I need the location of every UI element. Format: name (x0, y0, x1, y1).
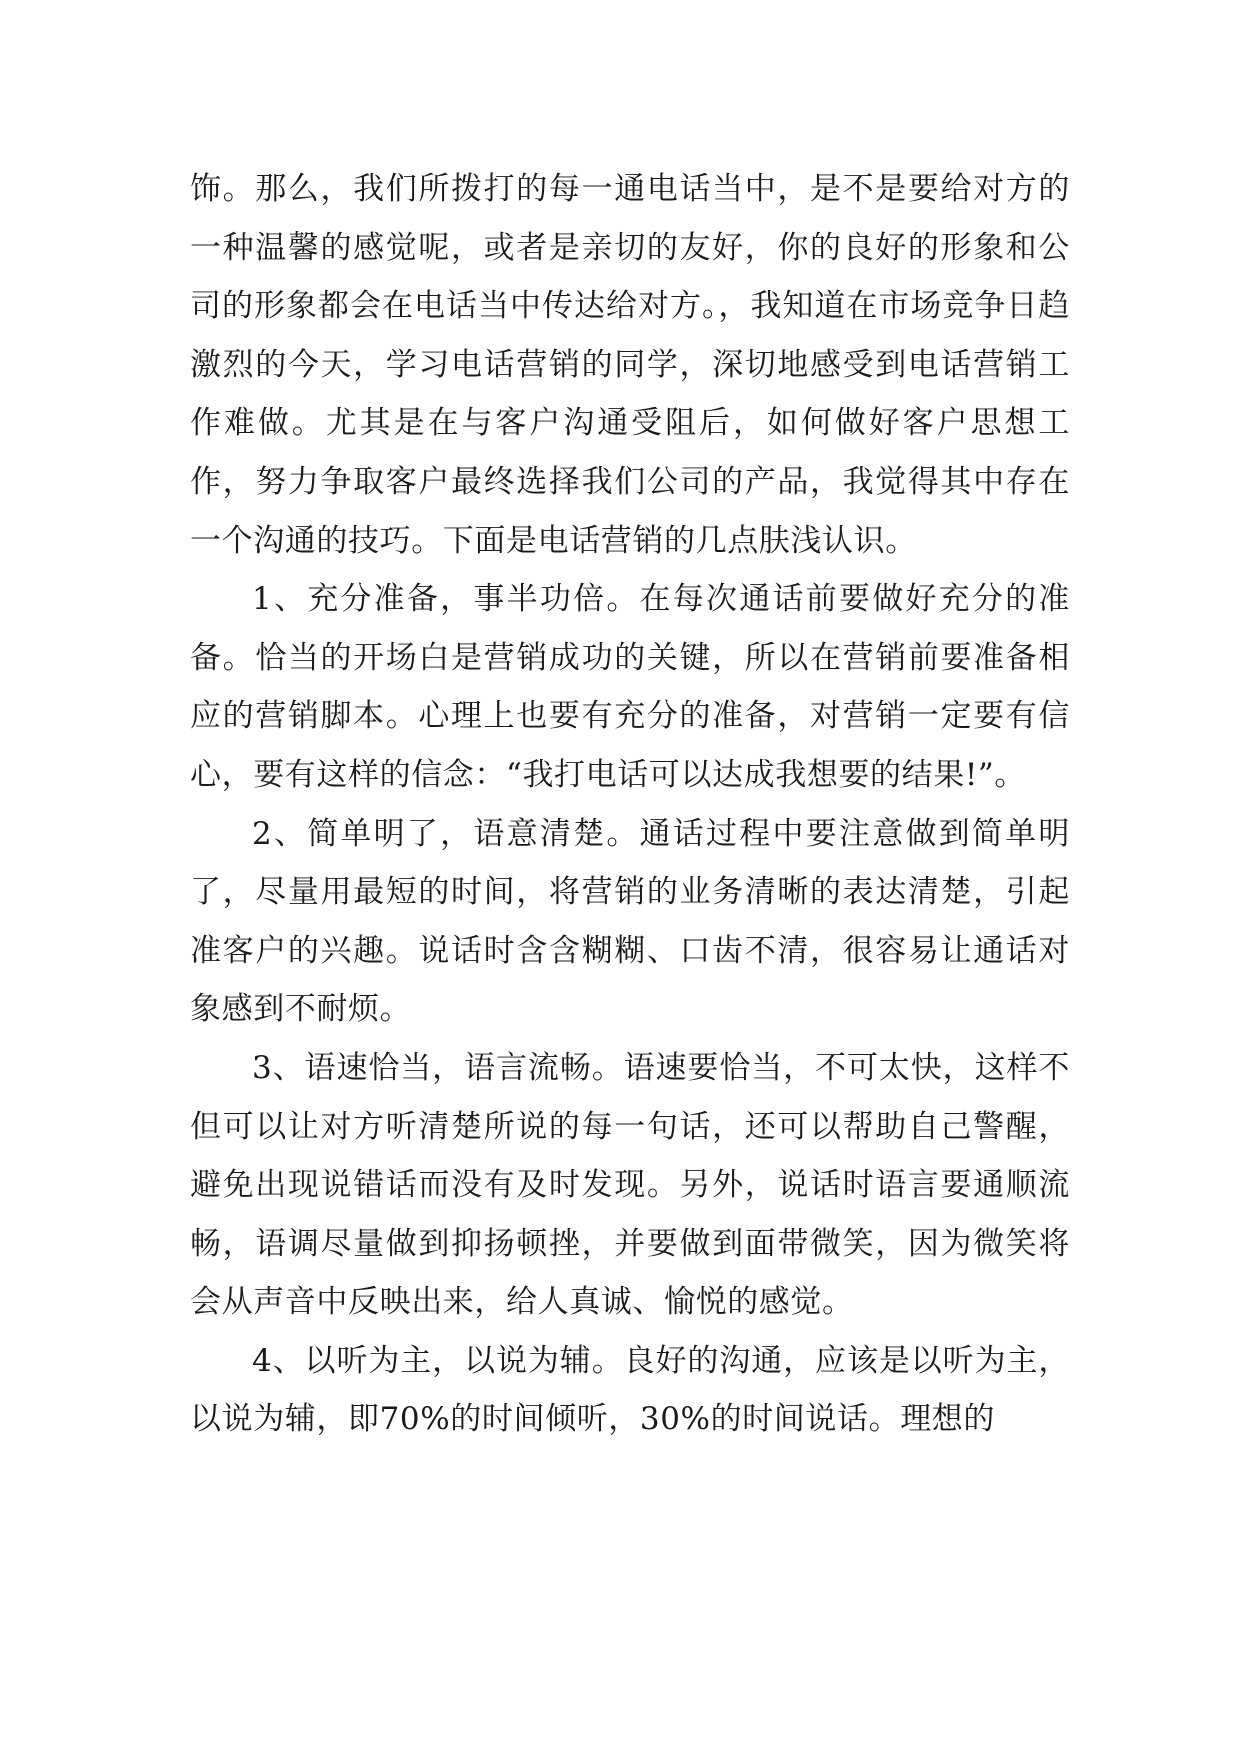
paragraph-point-4: 4、以听为主，以说为辅。良好的沟通，应该是以听为主，以说为辅，即70%的时间倾听，30%的时间说话。理想的 (190, 1342, 1070, 1438)
paragraph-point-1: 1、充分准备，事半功倍。在每次通话前要做好充分的准备。恰当的开场白是营销成功的关键，所以在营销前要准备相应的营销脚本。心理上也要有充分的准备，对营销一定要有信心，要有这样的信念：“我打电话可以达成我想要的结果!”。 (190, 581, 1070, 793)
paragraph-point-2: 2、简单明了，语意清楚。通话过程中要注意做到简单明了，尽量用最短的时间，将营销的业务清晰的表达清楚，引起准客户的兴趣。说话时含含糊糊、口齿不清，很容易让通话对象感到不耐烦。 (190, 815, 1070, 1028)
paragraph-continuation: 饰。那么，我们所拨打的每一通电话当中，是不是要给对方的一种温馨的感觉呢，或者是亲切的友好，你的良好的形象和公司的形象都会在电话当中传达给对方。，我知道在市场竞争日趋激烈的今天，学习电话营销的同学，深切地感受到电话营销工作难做。尤其是在与客户沟通受阻后，如何做好客户思想工作，努力争取客户最终选择我们公司的产品，我觉得其中存在一个沟通的技巧。下面是电话营销的几点肤浅认识。 (190, 171, 1070, 559)
paragraph-point-3: 3、语速恰当，语言流畅。语速要恰当，不可太快，这样不但可以让对方听清楚所说的每一句话，还可以帮助自己警醒，避免出现说错话而没有及时发现。另外，说话时语言要通顺流畅，语调尽量做到抑扬顿挫，并要做到面带微笑，因为微笑将会从声音中反映出来，给人真诚、愉悦的感觉。 (190, 1049, 1070, 1321)
document-body (190, 160, 1070, 1449)
